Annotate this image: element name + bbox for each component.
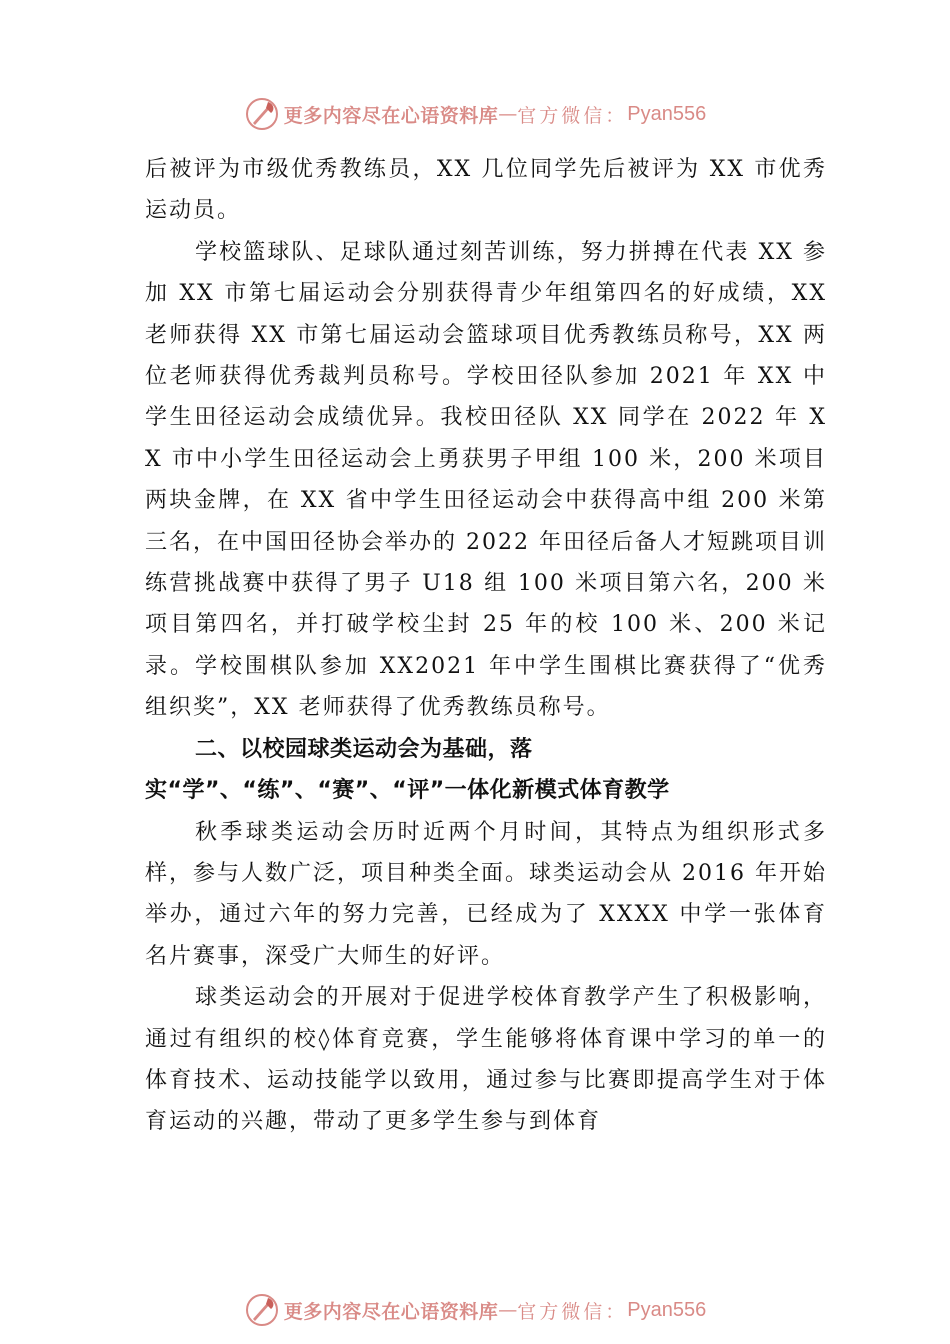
watermark-label: 官方微信： <box>517 1300 628 1323</box>
watermark-main: 更多内容尽在心语资料库 <box>283 1300 499 1323</box>
footer-watermark <box>0 1290 950 1330</box>
header-watermark <box>0 94 950 134</box>
section-heading: 二、以校园球类运动会为基础，落实“学”、“练”、“赛”、“评”一体化新模式体育教学 <box>145 736 670 804</box>
quill-logo-icon <box>244 1292 280 1328</box>
watermark-wechat-id: Pyan556 <box>627 1298 707 1321</box>
watermark-separator: — <box>498 1299 518 1321</box>
paragraph-ball-games: 秋季球类运动会历时近两个月时间，其特点为组织形式多样，参与人数广泛，项目种类全面。球类运动会从 2016 年开始举办，通过六年的努力完善，已经成为了 XXXX 中学一张体育名片赛事，深受广大师生的好评。 <box>145 819 827 969</box>
watermark-label: 官方微信： <box>517 104 628 127</box>
watermark-main: 更多内容尽在心语资料库 <box>283 104 499 127</box>
paragraph-impact: 球类运动会的开展对于促进学校体育教学产生了积极影响，通过有组织的校◊体育竞赛，学生能够将体育课中学习的单一的体育技术、运动技能学以致用，通过参与比赛即提高学生对于体育运动的兴趣，带动了更多学生参与到体育 <box>145 985 827 1135</box>
paragraph-achievements: 学校篮球队、足球队通过刻苦训练，努力拼搏在代表 XX 参加 XX 市第七届运动会分别获得青少年组第四名的好成绩，XX 老师获得 XX 市第七届运动会篮球项目优秀教练员称号，XX 两位老师获得优秀裁判员称号。学校田径队参加 2021 年 XX 中学生田径运动会成绩优异。我校田径队 XX 同学在 2022 年 XX 市中小学生田径运动会上勇获男子甲组 100 米，200 米项目两块金牌，在 XX 省中学生田径运动会中获得高中组 200 米第三名，在中国田径协会举办的 2022 年田径后备人才短跳项目训练营挑战赛中获得了男子 U18 组 100 米项目第六名，200 米项目第四名，并打破学校尘封 25 年的校 100 米、200 米记录。学校围棋队参加 XX2021 年中学生围棋比赛获得了“优秀组织奖”，XX 老师获得了优秀教练员称号。 <box>145 239 827 721</box>
document-body <box>145 149 827 1143</box>
watermark-wechat-id: Pyan556 <box>627 102 707 125</box>
watermark-separator: — <box>498 103 518 125</box>
paragraph-continuation: 后被评为市级优秀教练员，XX 几位同学先后被评为 XX 市优秀运动员。 <box>145 157 827 224</box>
quill-logo-icon <box>244 96 280 132</box>
